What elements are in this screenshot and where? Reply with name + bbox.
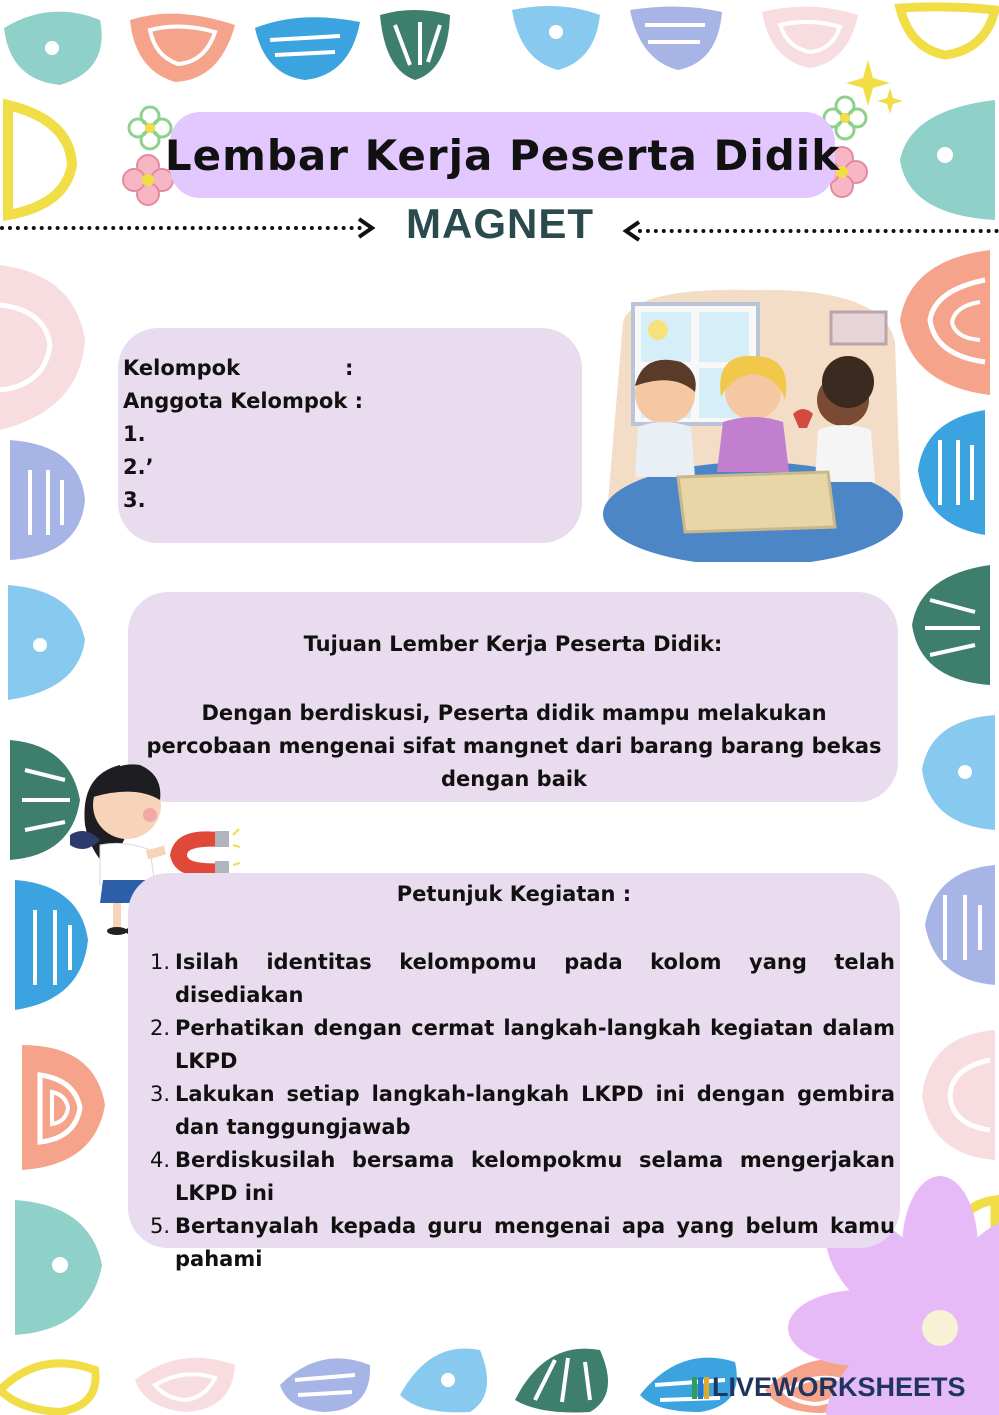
deco-shape: [762, 7, 858, 68]
page-title: Lembar Kerja Peserta Didik: [164, 130, 841, 180]
deco-shape: [900, 7, 995, 55]
page-subtitle: MAGNET: [406, 200, 594, 247]
list-item: 1. Isilah identitas kelompomu pada kolom yang telah disediakan: [150, 950, 895, 1007]
deco-shape: [255, 17, 360, 80]
deco-shape: [922, 1030, 995, 1160]
deco-shape: [912, 565, 990, 685]
dotted-line-right: [638, 229, 999, 233]
brand-text: LIVEWORKSHEETS: [712, 1372, 966, 1402]
member-line-3[interactable]: 3.: [123, 488, 146, 512]
group-field-row[interactable]: [123, 352, 363, 385]
deco-shape: [925, 865, 995, 985]
instructions-heading: Petunjuk Kegiatan :: [396, 882, 632, 906]
identity-fields: [123, 352, 363, 517]
deco-shape: [0, 265, 85, 430]
group-colon: :: [345, 356, 354, 380]
kids-magnet-illustration: [603, 282, 903, 562]
deco-shape: [918, 410, 985, 535]
list-item: 3. Lakukan setiap langkah-langkah LKPD ini dengan gembira dan tanggungjawab: [150, 1082, 895, 1139]
deco-shape: [380, 10, 450, 80]
dotted-line-left: [0, 226, 362, 230]
members-colon: :: [354, 389, 364, 413]
member-line-2[interactable]: 2.’: [123, 455, 154, 479]
list-item: 5. Bertanyalah kepada guru mengenai apa yang belum kamu pahami: [150, 1214, 895, 1271]
deco-shape: [0, 1363, 96, 1412]
list-item: 2. Perhatikan dengan cermat langkah-langkah kegiatan dalam LKPD: [150, 1016, 895, 1073]
deco-shape: [900, 250, 990, 395]
title-banner: [164, 112, 841, 198]
deco-shape: [630, 6, 722, 70]
members-label: Anggota Kelompok: [123, 389, 348, 413]
deco-shape: [515, 1349, 608, 1413]
goal-heading: Tujuan Lember Kerja Peserta Didik:: [303, 632, 723, 656]
deco-shape: [22, 1045, 105, 1170]
liveworksheets-logo-icon: [692, 1375, 710, 1401]
members-field-row[interactable]: [123, 385, 363, 418]
deco-shape: [130, 14, 235, 82]
list-item: 4. Berdiskusilah bersama kelompokmu selama mengerjakan LKPD ini: [150, 1148, 895, 1205]
liveworksheets-brand[interactable]: [692, 1372, 966, 1403]
deco-shape: [135, 1358, 235, 1412]
arrow-right-icon: [356, 216, 376, 240]
group-label: Kelompok: [123, 356, 241, 380]
deco-shape: [8, 105, 72, 215]
goal-body: Dengan berdiskusi, Peserta didik mampu melakukan percobaan mengenai sifat mangnet dari barang barang bekas dengan baik: [146, 701, 882, 791]
instructions-list: [150, 946, 895, 1276]
deco-shape: [280, 1358, 370, 1412]
member-line-1[interactable]: 1.: [123, 422, 146, 446]
